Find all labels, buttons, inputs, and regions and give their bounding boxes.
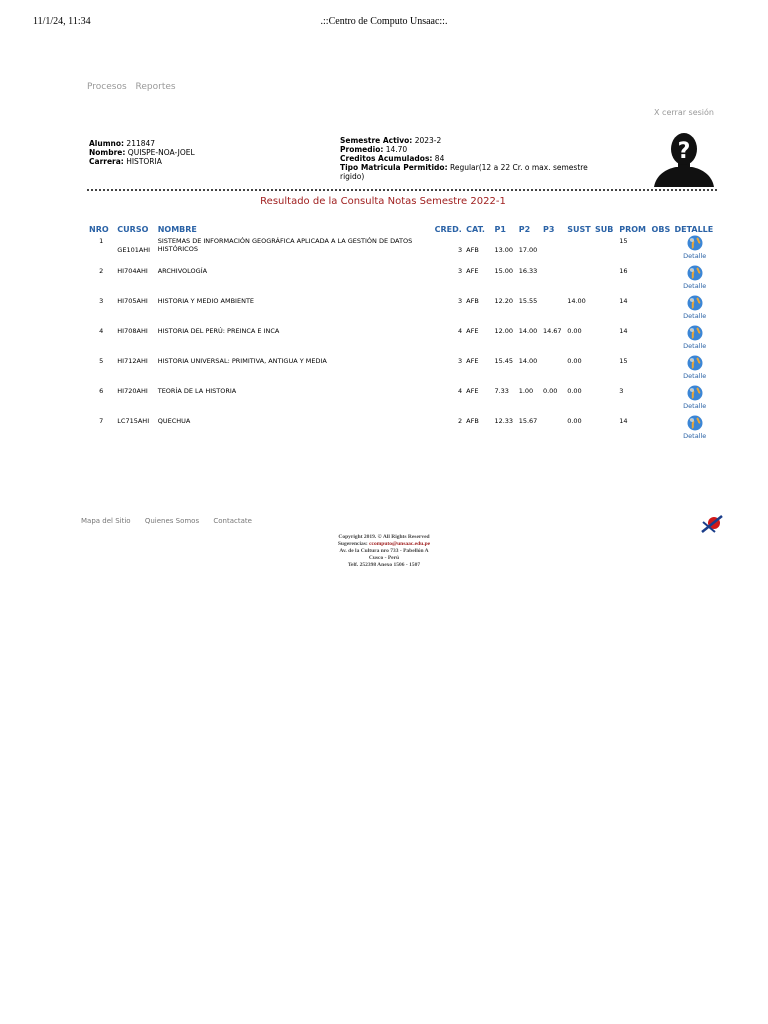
creditos-row (340, 154, 600, 163)
globe-detail-icon (686, 234, 704, 252)
copyright-text: Copyright 2019. © All Rights Reserved (338, 534, 430, 540)
cell-nombre: HISTORIA DEL PERÚ: PREINCA E INCA (157, 327, 280, 335)
cell-prom: 14 (619, 297, 628, 305)
cell-nombre: SISTEMAS DE INFORMACIÓN GEOGRÁFICA APLICADA A LA GESTIÓN DE DATOS HISTÓRICOS (157, 237, 413, 253)
cell-p1: 7.33 (494, 387, 509, 395)
col-nombre: NOMBRE (157, 225, 197, 234)
cell-p2: 1.00 (518, 387, 534, 395)
cell-p1: 12.33 (494, 417, 514, 425)
cell-curso: HI705AHI (117, 297, 148, 305)
col-prom: PROM (619, 225, 647, 234)
cell-p2: 15.67 (518, 417, 538, 425)
cell-nombre: ARCHIVOLOGÍA (157, 267, 208, 275)
cell-curso: HI704AHI (117, 267, 148, 275)
alumno-label: Alumno: (89, 139, 125, 148)
cell-prom: 14 (619, 327, 628, 335)
table-row (87, 417, 717, 447)
detalle-label: Detalle (683, 342, 707, 350)
cell-p1: 13.00 (494, 246, 514, 254)
cell-curso: GE101AHI (117, 246, 151, 254)
cell-p1: 15.45 (494, 357, 514, 365)
cell-cat: AFB (466, 297, 479, 305)
col-detalle: DETALLE (674, 225, 714, 234)
cell-sust: 0.00 (567, 417, 582, 425)
unsaac-logo-icon (700, 512, 724, 536)
sugerencias-row (0, 541, 768, 548)
cell-nombre: QUECHUA (157, 417, 191, 425)
cell-p3 (543, 237, 563, 246)
print-datetime: 11/1/24, 11:34 (33, 16, 91, 27)
cell-nro: 7 (99, 417, 104, 425)
cell-cat: AFE (466, 357, 479, 365)
cell-nro: 6 (99, 387, 104, 395)
table-row (87, 267, 717, 297)
student-info (89, 139, 195, 166)
section-divider (87, 189, 717, 191)
detalle-link[interactable] (683, 384, 706, 410)
sugerencias-label: Sugerencias: (337, 541, 368, 547)
nombre-value: QUISPE-NOA-JOEL (127, 148, 195, 157)
cell-curso: HI720AHI (117, 387, 148, 395)
globe-detail-icon (686, 294, 704, 312)
cell-prom: 16 (619, 267, 628, 275)
detalle-label: Detalle (683, 282, 707, 290)
col-p2: P2 (518, 225, 531, 234)
cell-nro: 1 (99, 237, 104, 245)
cell-nro: 3 (99, 297, 104, 305)
col-p3: P3 (542, 225, 555, 234)
cell-cat: AFE (466, 267, 479, 275)
globe-detail-icon (686, 324, 704, 342)
table-row (87, 387, 717, 417)
globe-detail-icon (686, 384, 704, 402)
logout-link[interactable]: X cerrar sesión (654, 108, 714, 117)
alumno-row (89, 139, 195, 148)
copyright-block (0, 534, 768, 569)
semestre-row (340, 136, 600, 145)
col-p1: P1 (494, 225, 506, 234)
col-curso: CURSO (117, 225, 149, 234)
detalle-label: Detalle (683, 432, 707, 440)
cell-curso: HI712AHI (117, 357, 148, 365)
cell-prom: 15 (619, 357, 628, 365)
cell-nro: 4 (99, 327, 104, 335)
col-sust: SUST (567, 225, 591, 234)
cell-curso: LC715AHI (117, 417, 150, 425)
cell-cat: AFE (466, 387, 479, 395)
table-header-row (87, 222, 717, 237)
detalle-link[interactable] (683, 324, 706, 350)
cell-cred: 3 (458, 297, 463, 305)
print-page-title: .::Centro de Computo Unsaac::. (320, 16, 448, 27)
cell-curso: HI708AHI (117, 327, 148, 335)
cell-sust: 0.00 (567, 327, 582, 335)
footer-links (81, 517, 264, 525)
globe-detail-icon (686, 414, 704, 432)
detalle-link[interactable] (683, 264, 706, 290)
cell-cred: 2 (458, 417, 463, 425)
cell-prom: 14 (619, 417, 628, 425)
nav-procesos-link[interactable]: Procesos (87, 82, 127, 92)
col-cred: CRED. (434, 225, 462, 234)
cell-nombre: HISTORIA UNIVERSAL: PRIMITIVA, ANTIGUA Y MEDIA (157, 357, 327, 365)
cell-prom: 3 (619, 387, 624, 395)
carrera-row (89, 157, 195, 166)
table-row (87, 237, 717, 267)
col-obs: OBS (651, 225, 671, 234)
col-cat: CAT. (466, 225, 485, 234)
nombre-label: Nombre: (89, 148, 126, 157)
cell-p2: 17.00 (518, 246, 538, 254)
tipo-row (340, 163, 600, 181)
email-link[interactable]: ccomputo@unsaac.edu.pe (369, 541, 431, 547)
detalle-label: Detalle (683, 252, 707, 260)
creditos-label: Creditos Acumulados: (340, 154, 433, 163)
result-title-text: Resultado de la Consulta Notas Semestre 2022-1 (260, 196, 506, 207)
result-title (0, 196, 768, 207)
promedio-value: 14.70 (385, 145, 408, 154)
cell-nombre: HISTORIA Y MEDIO AMBIENTE (157, 297, 255, 305)
nav-reportes-link[interactable]: Reportes (135, 82, 176, 92)
cell-p2: 14.00 (518, 357, 538, 365)
table-row (87, 327, 717, 357)
svg-text:?: ? (677, 139, 691, 164)
cell-cat: AFB (466, 417, 479, 425)
detalle-label: Detalle (683, 402, 707, 410)
cell-p2: 15.55 (518, 297, 538, 305)
unknown-user-avatar-icon (652, 131, 716, 187)
cell-p3: 14.67 (542, 327, 562, 335)
detalle-label: Detalle (683, 372, 707, 380)
cell-nombre: TEORÍA DE LA HISTORIA (157, 387, 237, 395)
cell-sust: 0.00 (567, 357, 582, 365)
semestre-label: Semestre Activo: (340, 136, 413, 145)
city-text: Cusco - Perú (368, 555, 400, 561)
cell-cred: 3 (458, 357, 463, 365)
promedio-label: Promedio: (340, 145, 384, 154)
cell-p1: 12.00 (494, 327, 514, 335)
footer-link-mapa[interactable]: Mapa del Sitio (81, 517, 131, 525)
cell-cred: 4 (458, 327, 463, 335)
cell-p2: 14.00 (518, 327, 538, 335)
footer-link-quienes[interactable]: Quienes Somos (144, 517, 200, 525)
creditos-value: 84 (434, 154, 445, 163)
detalle-link[interactable] (683, 354, 706, 380)
cell-p3: 0.00 (542, 387, 558, 395)
carrera-label: Carrera: (89, 157, 124, 166)
cell-cat: AFE (466, 327, 479, 335)
detalle-link[interactable] (683, 234, 706, 260)
globe-detail-icon (686, 264, 704, 282)
cell-cred: 4 (458, 387, 463, 395)
detalle-link[interactable] (683, 414, 706, 440)
alumno-value: 211847 (126, 139, 156, 148)
phone-text: Telf. 252398 Anexo 1506 - 1507 (347, 562, 421, 568)
top-nav (87, 82, 182, 92)
address-text: Av. de la Cultura nro 733 - Pabellón A (339, 548, 429, 554)
cell-p1: 15.00 (494, 267, 514, 275)
grades-table (87, 222, 717, 447)
cell-cred: 3 (458, 246, 463, 254)
cell-cat: AFB (466, 246, 479, 254)
tipo-value: Regular(12 a 22 Cr. o max. semestre rigido) (340, 163, 588, 181)
tipo-label: Tipo Matricula Permitido: (340, 163, 448, 172)
promedio-row (340, 145, 600, 154)
cell-prom: 15 (619, 237, 628, 245)
cell-sust: 14.00 (567, 297, 586, 305)
cell-nro: 2 (99, 267, 104, 275)
footer-link-contactate[interactable]: Contactate (213, 517, 252, 525)
cell-nro: 5 (99, 357, 104, 365)
detalle-label: Detalle (683, 312, 707, 320)
col-sub: SUB (594, 225, 614, 234)
table-row (87, 357, 717, 387)
nombre-row (89, 148, 195, 157)
globe-detail-icon (686, 354, 704, 372)
col-nro: NRO (89, 225, 109, 234)
cell-p2: 16.33 (518, 267, 538, 275)
semester-info (340, 136, 600, 181)
carrera-value: HISTORIA (126, 157, 162, 166)
table-row (87, 297, 717, 327)
cell-sust: 0.00 (567, 387, 582, 395)
detalle-link[interactable] (683, 294, 706, 320)
cell-cred: 3 (458, 267, 463, 275)
cell-p1: 12.20 (494, 297, 514, 305)
semestre-value: 2023-2 (414, 136, 442, 145)
